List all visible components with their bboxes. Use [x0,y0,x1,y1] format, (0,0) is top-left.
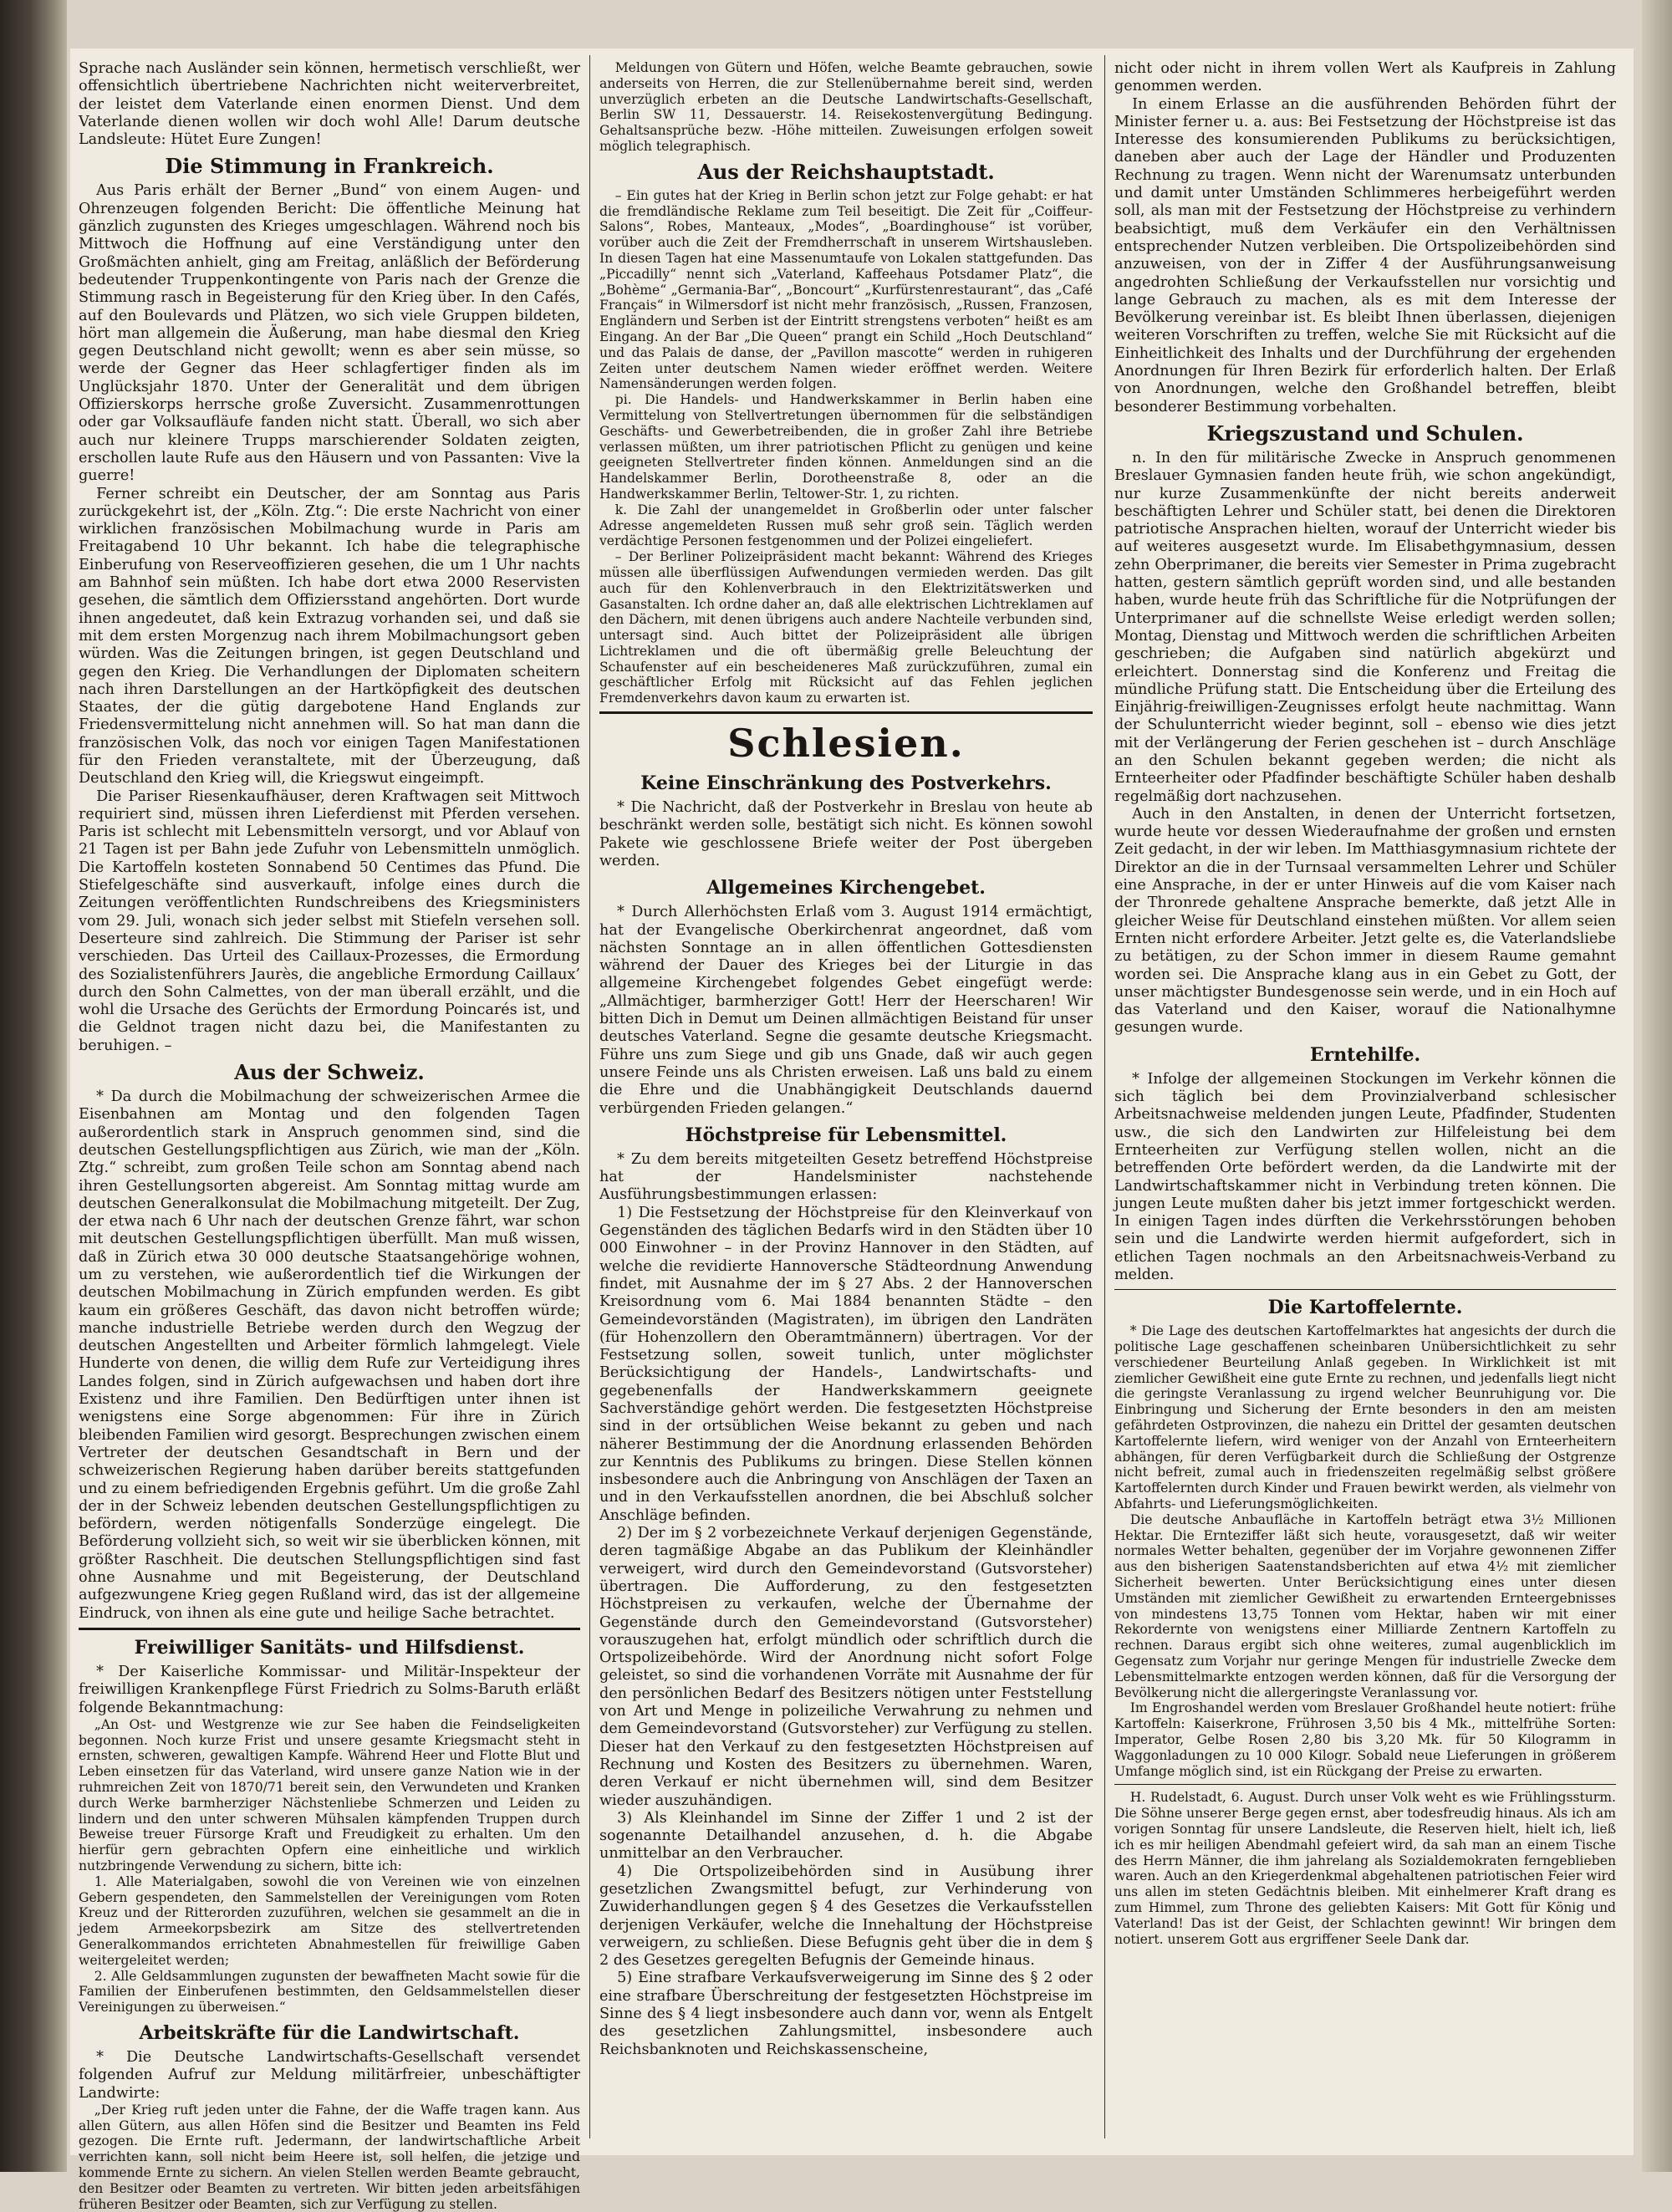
headline-sanitaetsdienst: Freiwilliger Sanitäts- und Hilfsdienst. [134,1636,525,1659]
column-rule [1104,55,1105,2138]
section-divider [599,711,1093,714]
headline-postverkehr: Keine Einschränkung des Postverkehrs. [640,772,1052,795]
article-paragraph: n. In den für militärische Zwecke in Anspruch genommenen Breslauer Gymnasien fanden heute früh, wie schon angekündigt, nur kurze Zusammenkünfte der nicht bereits anderweit beschäftigten Lehrer und Schüler statt, bei denen die Direktoren patriotische Ansprachen hielten, worauf der Unterricht wieder bis auf weiteres ausgesetzt wurde. Im Elisabethgymnasium, dessen zehn Oberprimaner, die bereits vier Semester in Prima zugebracht hatten, gestern sämtlich geprüft worden sind, und alle bestanden haben, wurde heute früh das Schriftliche für die Notprüfungen der Unterprimaner auf die schnellste Weise erledigt werden sollen; Montag, Dienstag und Mittwoch werden die schriftlichen Arbeiten geschrieben; die Aufgaben sind natürlich abgekürzt und erleichtert. Donnerstag sind die Konferenz und Freitag die mündliche Prüfung statt. Die Entscheidung über die Erteilung des Einjährig-freiwilligen-Zeugnisses erfolgt heute nachmittag. Wann der Schulunterricht wieder beginnt, soll – ebenso wie dies jetzt mit der Verlängerung der Ferien geschehen ist – durch Anschläge an den Schulen bekannt gegeben werden; die nicht als Ernteerheiter oder Pfadfinder beschäftigte Schüler haben deshalb regelmäßig dort nachzusehen. [1114,449,1616,805]
headline-kriegszustand-schulen: Kriegszustand und Schulen. [1206,420,1524,446]
section-divider [1114,1784,1616,1785]
article-paragraph: Die deutsche Anbaufläche in Kartoffeln beträgt etwa 3½ Millionen Hektar. Die Ernteziffer läßt sich heute, vorausgesetzt, daß wir weiter normales Wetter behalten, gegenüber der im Vorjahre gewonnenen Ziffer aus den bisherigen Saatenstandsberichten auf etwa 4½ mit ziemlicher Sicherheit bewerten. Unter Berücksichtigung eines unter diesen Umständen mit ziemlicher Gewißheit zu erwartenden Ernteergebnisses von mindestens 13,75 Tonnen vom Hektar, haben wir mit einer Rekordernte von wenigstens einer Milliarde Zentnern Kartoffeln zu rechnen. Daraus ergibt sich ohne weiteres, zumal augenblicklich im Gegensatz zum Vorjahr nur geringe Mengen für industrielle Zwecke dem Lebensmittelmarkte entzogen werden können, daß für die Versorgung der Bevölkerung nicht die allergeringste Veranlassung vor. [1114,1511,1616,1700]
column-2 [599,60,1093,2138]
article-paragraph: 2. Alle Geldsammlungen zugunsten der bewaffneten Macht sowie für die Familien der Einberufenen bestimmten, den Geldsammelstellen dieser Vereinigungen zu überweisen.“ [79,1968,580,2016]
article-paragraph: Auch in den Anstalten, in denen der Unterricht fortsetzen, wurde heute vor dessen Wiederaufnahme der großen und ernsten Zeit gedacht, in der wir leben. Im Matthiasgymnasium richtete der Direktor an die in der Turnsaal versammelten Lehrer und Schüler eine Ansprache, in der er unter Hinweis auf die vom Kaiser nach der Thronrede gehaltene Ansprache bemerkte, daß jetzt Alle in gleicher Weise für Deutschland einstehen müßten. Vor allem seien Ernten nicht erfordere Arbeiter. Jetzt gelte es, die Vaterlandsliebe zu betätigen, zu der Schon immer in diesem Raume gemahnt worden sei. Die Ansprache klang aus in ein Gebet zu Gott, der unser mächtigster Bundesgenosse sein werde, und in ein Hoch auf das Vaterland und den Kaiser, worauf die Nationalhymne gesungen wurde. [1114,805,1616,1037]
headline-arbeitskraefte: Arbeitskräfte für die Landwirtschaft. [139,2021,520,2044]
article-paragraph: 3) Als Kleinhandel im Sinne der Ziffer 1 und 2 ist der sogenannte Detailhandel anzusehen, d. h. die Abgabe unmittelbar an den Verbraucher. [599,1809,1093,1863]
headline-reichshauptstadt: Aus der Reichshauptstadt. [697,159,995,184]
section-title-schlesien: Schlesien. [727,721,965,767]
article-paragraph: „Der Krieg ruft jeden unter die Fahne, der die Waffe tragen kann. Aus allen Gütern, aus allen Höfen sind die Besitzer und Beamten ins Feld gezogen. Die Ernte ruft. Jedermann, der landwirtschaftliche Arbeit verrichten kann, soll nicht beim Heere ist, soll helfen, die jetzige und kommende Ernte zu sichern. An vielen Stellen werden Beamte gebraucht, den Besitzer oder Beamten zu vertreten. Wir bitten jeden arbeitsfähigen früheren Besitzer oder Beamten, sich zur Verfügung zu stellen. [79,2102,580,2212]
headline-schweiz: Aus der Schweiz. [234,1060,425,1085]
headline-erntehilfe: Erntehilfe. [1309,1043,1421,1066]
article-paragraph: * Die Nachricht, daß der Postverkehr in Breslau von heute ab beschränkt werden solle, bestätigt sich nicht. Es können sowohl Pakete wie geschlossene Briefe weiter der Post übergeben werden. [599,799,1093,869]
article-paragraph: * Da durch die Mobilmachung der schweizerischen Armee die Eisenbahnen am Montag und den folgenden Tagen außerordentlich stark in Anspruch genommen sind, sind die deutschen Gestellungspflichtigen aus Zürich, wie man der „Köln. Ztg.“ schreibt, zum großen Teile schon am Sonntag abend nach ihren Gestellungsorten abgereist. Am Sonntag mittag wurde am deutschen Generalkonsulat die Mobilmachung mitgeteilt. Der Zug, der etwa nach 6 Uhr nach der deutschen Grenze fährt, war schon mit deutschen Gestellungspflichtigen überfüllt. Man muß wissen, daß in Zürich etwa 30 000 deutsche Staatsangehörige wohnen, um zu verstehen, wie außerordentlich tief die Wirkungen der deutschen Mobilmachung in Zürich empfunden werden. Es gibt kaum ein größeres Geschäft, das davon nicht betroffen würde; manche industrielle Betriebe werden durch den Wegzug der deutschen Angestellten und Arbeiter förmlich lahmgelegt. Viele Hunderte von denen, die willig dem Rufe zur Verteidigung ihres Landes folgen, sind in Zürich aufgewachsen und haben dort ihre Existenz und ihre Familien. Den Bedürftigen unter ihnen ist wenigstens eine Sorge abgenommen: Für ihre in Zürich bleibenden Familien wird gesorgt. Besprechungen zwischen einem Vertreter der deutschen Gesandtschaft in Bern und der schweizerischen Regierung haben darüber bereits stattgefunden und zu einem befriedigenden Ergebnis geführt. Um die große Zahl der in der Schweiz lebenden deutschen Gestellungspflichtigen zu befördern, werden nötigenfalls Sonderzüge eingelegt. Die Beförderung vollzieht sich, so weit wir sie überblicken können, mit größter Raschheit. Die deutschen Stellungspflichtigen sind fast ohne Ausnahme und mit Begeisterung, der Deutschland aufgezwungene Krieg gegen Rußland wird, das ist der allgemeine Eindruck, von ihnen als eine gute und heilige Sache betrachtet. [79,1088,580,1622]
article-paragraph: 1. Alle Materialgaben, sowohl die von Vereinen wie von einzelnen Gebern gespendeten, den Sammelstellen der Vereinigungen vom Roten Kreuz und der Ritterorden zuzuführen, welchen sie gesammelt an die in jedem Armeekorpsbezirk am Sitze des stellvertretenden Generalkommandos errichteten Abnahmestellen für freiwillige Gaben weitergeleitet werden; [79,1873,580,1968]
article-paragraph: 5) Eine strafbare Verkaufsverweigerung im Sinne des § 2 oder eine strafbare Überschreitung der festgesetzten Höchstpreise im Sinne des § 4 liegt insbesondere auch dann vor, wenn als Entgelt des gesetzlichen Zahlungsmittel, insbesondere auch Reichsbanknoten und Reichskassenscheine, [599,1970,1093,2058]
book-binding [0,0,67,2172]
article-paragraph: Im Engroshandel werden vom Breslauer Großhandel heute notiert: frühe Kartoffeln: Kaiserkrone, Frührosen 3,50 bis 4 Mk., mittelfrühe Sorten: Imperator, Gelbe Rosen 2,80 bis 3,20 Mk. für 50 Kilogramm in Waggonladungen zu 10 000 Kilogr. Sobald neue Lieferungen in größerem Umfange möglich sind, ist ein Rückgang der Preise zu erwarten. [1114,1700,1616,1779]
headline-frankreich: Die Stimmung in Frankreich. [165,154,494,179]
section-divider [79,1628,580,1630]
article-paragraph: In einem Erlasse an die ausführenden Behörden führt der Minister ferner u. a. aus: Bei Festsetzung der Höchstpreise ist das Interesse des konsumierenden Publikums zu berücksichtigen, daneben aber auch der Lage der Händler und Produzenten Rechnung zu tragen. Wenn nicht der Warenumsatz unterbunden und damit unter Umständen Schlimmeres herbeigeführt werden soll, als man mit der Festsetzung der Höchstpreise zu verhindern beabsichtigt, muß dem Verkäufer ein den Verhältnissen entsprechender Nutzen verbleiben. Die Ortspolizeibehörden sind anzuweisen, von der in Ziffer 4 der Ausführungsanweisung angedrohten Schließung der Verkaufsstellen nur vorsichtig und lange Gebrauch zu machen, als es mit dem Interesse der Bevölkerung vereinbar ist. Es bleibt Ihnen überlassen, diejenigen weiteren Vorschriften zu treffen, welche Sie mit Rücksicht auf die Einheitlichkeit des Inhalts und der Durchführung der ergehenden Anordnungen für Ihren Bezirk für erforderlich halten. Der Erlaß von Anordnungen, welche den Großhandel betreffen, bleibt besonderer Bestimmung vorbehalten. [1114,95,1616,415]
article-paragraph: * Zu dem bereits mitgeteilten Gesetz betreffend Höchstpreise hat der Handelsminister nachstehende Ausführungsbestimmungen erlassen: [599,1150,1093,1204]
article-paragraph: * Die Lage des deutschen Kartoffelmarktes hat angesichts der durch die politische Lage geschaffenen scheinbaren Unübersichtlichkeit zu sehr verschiedener Beurteilung Anlaß gegeben. In Wirklichkeit ist mit ziemlicher Gewißheit eine gute Ernte zu rechnen, und jedenfalls liegt nicht die geringste Veranlassung zu irgend welcher Beunruhigung vor. Die Einbringung und Sicherung der Ernte besonders in den am meisten gefährdeten Ostprovinzen, die nahezu ein Drittel der gesamten deutschen Kartoffelernte liefern, wird weniger von der Anzahl von Ernteerheitern abhängen, für deren Verfügbarkeit durch die Schließung der Ostgrenze nicht befreit, zumal auch in friedenszeiten regelmäßig selbst größere Kartoffelernten durch Kinder und Frauen bewirkt werden, als vielmehr von Abfahrts- und Lieferungsmöglichkeiten. [1114,1323,1616,1512]
article-paragraph: * Infolge der allgemeinen Stockungen im Verkehr können die sich täglich bei dem Provinzialverband schlesischer Arbeitsnachweise meldenden jungen Leute, Pfadfinder, Studenten usw., die sich den Landwirten zur Hilfeleistung bei dem Ernteerheiten zur Verfügung stellen wollen, nicht an die betreffenden Orte befördert werden, da die Landwirte mit der Landwirtschaftskammer nicht in Verbindung treten können. Die jungen Leute mußten daher bis jetzt immer fortgeschickt werden. In einigen Tagen indes dürften die Verkehrsstörungen behoben sein und die Landwirte werden hiermit aufgefordert, sich in etlichen Tagen nochmals an den Arbeitsnachweis-Verband zu melden. [1114,1070,1616,1283]
article-paragraph: nicht oder nicht in ihrem vollen Wert als Kaufpreis in Zahlung genommen werden. [1114,60,1616,95]
column-3 [1114,60,1616,2138]
article-paragraph: * Der Kaiserliche Kommissar- und Militär-Inspekteur der freiwilligen Krankenpflege Fürst Friedrich zu Solms-Baruth erläßt folgende Bekanntmachung: [79,1663,580,1716]
article-paragraph: pi. Die Handels- und Handwerkskammer in Berlin haben eine Vermittelung von Stellvertretungen übernommen für die selbständigen Geschäfts- und Gewerbetreibenden, die in großer Zahl ihre Betriebe verlassen müßten, um ihrer patriotischen Pflicht zu genügen und keine geeigneten Stellvertreter finden können. Anmeldungen sind an die Handelskammer Berlin, Dorotheenstraße 8, oder an die Handwerkskammer Berlin, Teltower-Str. 1, zu richten. [599,392,1093,502]
page-edge [1642,0,1672,2172]
column-1 [79,60,580,2212]
article-paragraph: „An Ost- und Westgrenze wie zur See haben die Feindseligkeiten begonnen. Noch kurze Frist und unsere gesamte Kriegsmacht steht in ernsten, schweren, gewaltigen Kampfe. Während Heer und Flotte Blut und Leben einsetzen für das Vaterland, wird unsere ganze Nation wie in der ruhmreichen Zeit von 1870/71 bereit sein, den Verwundeten und Kranken durch Werke barmherziger Nächstenliebe Schmerzen und Leiden zu lindern und den unter schweren Mühsalen kämpfenden Truppen durch Beweise treuer Fürsorge Kraft und Freudigkeit zu erhalten. Um den hierfür gern gebrachten Opfern eine einheitliche und wirklich nutzbringende Verwendung zu sichern, bitte ich: [79,1716,580,1873]
article-paragraph: – Der Berliner Polizeipräsident macht bekannt: Während des Krieges müssen alle überflüssigen Aufwendungen vermieden werden. Das gilt auch für den Kohlenverbrauch in den Elektrizitätswerken und Gasanstalten. Ich ordne daher an, daß alle elektrischen Lichtreklamen auf den Dächern, mit denen übrigens auch andere Nachteile verbunden sind, untersagt sind. Auch bittet der Polizeipräsident alle übrigen Lichtreklamen und die oft übermäßig grelle Beleuchtung der Schaufenster auf ein bescheideneres Maß zurückzuführen, zumal ein geschäftlicher Erfolg mit Rücksicht auf das Fehlen jeglichen Fremdenverkehrs davon kaum zu erwarten ist. [599,549,1093,706]
article-paragraph: * Durch Allerhöchsten Erlaß vom 3. August 1914 ermächtigt, hat der Evangelische Oberkirchenrat angeordnet, daß vom nächsten Sonntage an in allen öffentlichen Gottesdiensten während der Dauer des Krieges bei der Liturgie in das allgemeine Kirchengebet folgendes Gebet eingefügt werde: „Allmächtiger, barmherziger Gott! Herr der Heerscharen! Wir bitten Dich in Demut um Deinen allmächtigen Beistand für unser deutsches Vaterland. Segne die gesamte deutsche Kriegsmacht. Führe uns zum Siege und gib uns Gnade, daß wir auch gegen unsere Feinde uns als Christen erweisen. Laß uns bald zu einem die Ehre und die Unabhängigkeit Deutschlands dauernd verbürgenden Frieden gelangen.“ [599,904,1093,1117]
section-divider [1114,1289,1616,1290]
article-paragraph: Meldungen von Gütern und Höfen, welche Beamte gebrauchen, sowie anderseits von Herren, die zur Stellenübernahme bereit sind, werden unverzüglich erbeten an die Deutsche Landwirtschafts-Gesellschaft, Berlin SW 11, Dessauerstr. 14. Reisekostenvergütung Bedingung. Gehaltsansprüche bezw. -Höhe mitteilen. Zuweisungen erfolgen soweit möglich telegraphisch. [599,60,1093,154]
article-paragraph: * Die Deutsche Landwirtschafts-Gesellschaft versendet folgenden Aufruf zur Meldung militärfreier, unbeschäftigter Landwirte: [79,2048,580,2102]
article-paragraph: – Ein gutes hat der Krieg in Berlin schon jetzt zur Folge gehabt: er hat die fremdländische Reklame zum Teil beseitigt. Die Zeit für „Coiffeur-Salons“, Robes, Manteaux, „Modes“, „Boardinghouse“ ist vorüber, vorüber auch die Zeit der Fremdherrschaft in unserem Wirtshausleben. In diesen Tagen hat eine Massenumtaufe von Lokalen stattgefunden. Das „Piccadilly“ nennt sich „Vaterland, Kaffeehaus Potsdamer Platz“, die „Bohème“ „Germania-Bar“, „Boncourt“ „Kurfürstenrestaurant“, das „Café Français“ in Wilmersdorf ist nicht mehr französisch, „Russen, Franzosen, Engländern und Serben ist der Eintritt strengstens verboten“ heißt es am Eingang. An der Bar „Die Queen“ prangt ein Schild „Hoch Deutschland“ und das Palais de danse, der „Pavillon mascotte“ werden in ruhigeren Zeiten unter deutschem Namen wieder eröffnet werden. Weitere Namensänderungen werden folgen. [599,187,1093,392]
article-paragraph: 1) Die Festsetzung der Höchstpreise für den Kleinverkauf von Gegenständen des täglichen Bedarfs wird in den Städten über 10 000 Einwohner – in der Provinz Hannover in den Städten, auf welche die revidierte Hannoversche Städteordnung Anwendung findet, mit Ausnahme der im § 27 Abs. 2 der Hannoverschen Kreisordnung vom 6. Mai 1884 benannten Städte – den Gemeindevorständen (Magistraten), im übrigen den Landräten (für Hohenzollern den Oberamtmännern) übertragen. Vor der Festsetzung sollen, soweit tunlich, unter möglichster Berücksichtigung der Handels-, Landwirtschafts- und gegebenenfalls der Handwerkskammern geeignete Sachverständige gehört werden. Die festgesetzten Höchstpreise sind in der ortsüblichen Weise bekannt zu geben und nach näherer Bestimmung der die Anordnung erlassenden Behörden zur Kenntnis des Publikums zu bringen. Diese Stellen können insbesondere auch die Anbringung von Anschlägen der Taxen an und in den Verkaufsstellen anordnen, die bei Abschluß solcher Anschläge befinden. [599,1204,1093,1524]
article-paragraph: 4) Die Ortspolizeibehörden sind in Ausübung ihrer gesetzlichen Zwangsmittel befugt, zur Verhinderung von Zuwiderhandlungen gegen § 4 des Gesetzes die Verkaufsstellen derjenigen Verkäufer, welche die Innehaltung der Höchstpreise verweigern, zu schließen. Diese Befugnis geht über die in dem § 2 des Gesetzes geregelten Befugnis der Gemeinde hinaus. [599,1863,1093,1970]
article-paragraph: Aus Paris erhält der Berner „Bund“ von einem Augen- und Ohrenzeugen folgenden Bericht: Die öffentliche Meinung hat gänzlich zugunsten des Krieges umgeschlagen. Während noch bis Mittwoch die Hoffnung auf eine Verständigung unter den Großmächten anhielt, ging am Freitag, anläßlich der Beförderung bedeutender Truppenkontingente von Paris nach der Grenze die Stimmung rasch in Begeisterung für den Krieg über. In den Cafés, auf den Boulevards und Plätzen, wo sich viele Gruppen bildeten, hört man allgemein die Äußerung, man habe diesmal den Krieg gegen Deutschland nicht gewollt; wenn es aber sein müsse, so werde der Gegner das Heer schlagfertiger finden als im Unglücksjahr 1870. Unter der Generalität und dem übrigen Offizierskorps herrsche große Zuversicht. Zusammenrottungen oder gar Volksaufläufe fanden nicht statt. Überall, wo sich aber auch nur kleinere Trupps marschierender Soldaten zeigten, erschollen laute Rufe aus den Häusern und von Passanten: Vive la guerre! [79,182,580,485]
article-paragraph: Sprache nach Ausländer sein können, hermetisch verschließt, wer offensichtlich übertriebene Nachrichten nicht weiterverbreitet, der leistet dem Vaterlande einen enormen Dienst. Und dem Vaterlande dienen wollen wir doch wohl Alle! Darum deutsche Landsleute: Hütet Eure Zungen! [79,60,580,149]
headline-kirchengebet: Allgemeines Kirchengebet. [706,877,986,900]
column-rule [589,55,590,2138]
article-paragraph: H. Rudelstadt, 6. August. Durch unser Volk weht es wie Frühlingssturm. Die Söhne unserer Berge gegen ernst, aber todesfreudig hinaus. Als ich am vorigen Sonntag für unsere Landsleute, die Reserven hielt, hielt ich, ließ ich es mir heiligen Abendmahl gefeiert wird, da sah man an einem Tische des Herrn Männer, die ihm jahrelang als Sozialdemokraten ferngeblieben waren. Auch an den Kriegerdenkmal abgehaltenen patriotischen Feier wird uns allen im steten Gedächtnis bleiben. Mit einhelmerer Kraft drang es zum Himmel, zum Throne des geliebten Kaisers: Mit Gott für König und Vaterland! Das ist der Geist, der Schlachten gewinnt! Wir bringen dem notiert. unserem Gott aus ergriffener Seele Dank dar. [1114,1790,1616,1947]
article-paragraph: Ferner schreibt ein Deutscher, der am Sonntag aus Paris zurückgekehrt ist, der „Köln. Ztg.“: Die erste Nachricht von einer wirklichen französischen Mobilmachung wurde in Paris am Freitagabend 10 Uhr bekannt. Ich habe die telegraphische Einberufung von Reserveoffizieren gesehen, die um 1 Uhr nachts am Bahnhof sein müßten. Ich habe dort etwa 2000 Reservisten gesehen, die sämtlich dem Offiziersstand angehörten. Dort wurde ihnen angedeutet, daß kein Extrazug vorhanden sei, und daß sie mit dem ersten Morgenzug nach ihrem Mobilmachungsort geben würden. Was die Zeitungen bringen, ist gegen Deutschland und gegen den Krieg. Die Verhandlungen der Diplomaten scheitern nach ihren Darstellungen an der Hartköpfigkeit des deutschen Staates, der die gütig dargebotene Hand Englands zur Friedensvermittelung nicht annehmen will. So hat man dann die französischen Volk, das noch vor einigen Tagen Manifestationen für den Frieden veranstaltete, mit der Überzeugung, daß Deutschland den Krieg will, die Kriegswut eingeimpft. [79,485,580,787]
article-paragraph: k. Die Zahl der unangemeldet in Großberlin oder unter falscher Adresse angemeldeten Russen muß sehr groß sein. Täglich werden verdächtige Personen festgenommen und der Polizei eingeliefert. [599,502,1093,549]
article-paragraph: 2) Der im § 2 vorbezeichnete Verkauf derjenigen Gegenstände, deren tagmäßige Abgabe an das Publikum der Kleinhändler verweigert, wird durch den Gemeindevorstand (Gutsvorsteher) übertragen. Die Aufforderung, zu den festgesetzten Höchstpreisen zu verkaufen, welche der Übernahme der Gegenstände durch den Gemeindevorstand (Gutsvorsteher) vorauszugehen hat, erfolgt mündlich oder schriftlich durch die Ortspolizeibehörde. Wird der Anordnung nicht sofort Folge geleistet, so sind die vorhandenen Vorräte mit Ausnahme der für den persönlichen Bedarf des Besitzers nötigen unter Feststellung von Art und Menge in polizeiliche Verwahrung zu nehmen und dem Gemeindevorstand (Gutsvorsteher) zur Verfügung zu stellen. Dieser hat den Verkauf zu den festgesetzten Höchstpreisen auf Rechnung und Kosten des Besitzers zu übernehmen. Waren, deren Verkauf er nicht übernehmen will, sind dem Besitzer wieder auszuhändigen. [599,1525,1093,1809]
headline-hoechstpreise: Höchstpreise für Lebensmittel. [685,1124,1007,1146]
newspaper-page [70,48,1634,2212]
headline-kartoffelernte: Die Kartoffelernte. [1267,1297,1463,1319]
article-paragraph: Die Pariser Riesenkaufhäuser, deren Kraftwagen seit Mittwoch requiriert sind, müssen ihren Lieferdienst mit Pferden versehen. Paris ist schlecht mit Lebensmitteln versorgt, und vor Ablauf von 21 Tagen ist per Bahn jede Zufuhr von Lebensmitteln unmöglich. Die Kartoffeln kosteten Sonnabend 50 Centimes das Pfund. Die Stiefelgeschäfte sind ausverkauft, infolge eines durch die Zeitungen veröffentlichten Rundschreibens des Kriegsministers vom 29. Juli, wonach sich jeder selbst mit Stiefeln versehen soll. Deserteure sind zahlreich. Die Stimmung der Pariser ist sehr verschieden. Das Urteil des Caillaux-Prozesses, die Ermordung des Sozialistenführers Jaurès, die angebliche Ermordung Caillaux’ durch den Sohn Calmettes, von der man überall erzählt, und die wohl die Ursache des Gerüchts der Ermordung Poincarés ist, und die Geldnot tragen nicht dazu bei, die Manifestanten zu beruhigen. – [79,787,580,1054]
